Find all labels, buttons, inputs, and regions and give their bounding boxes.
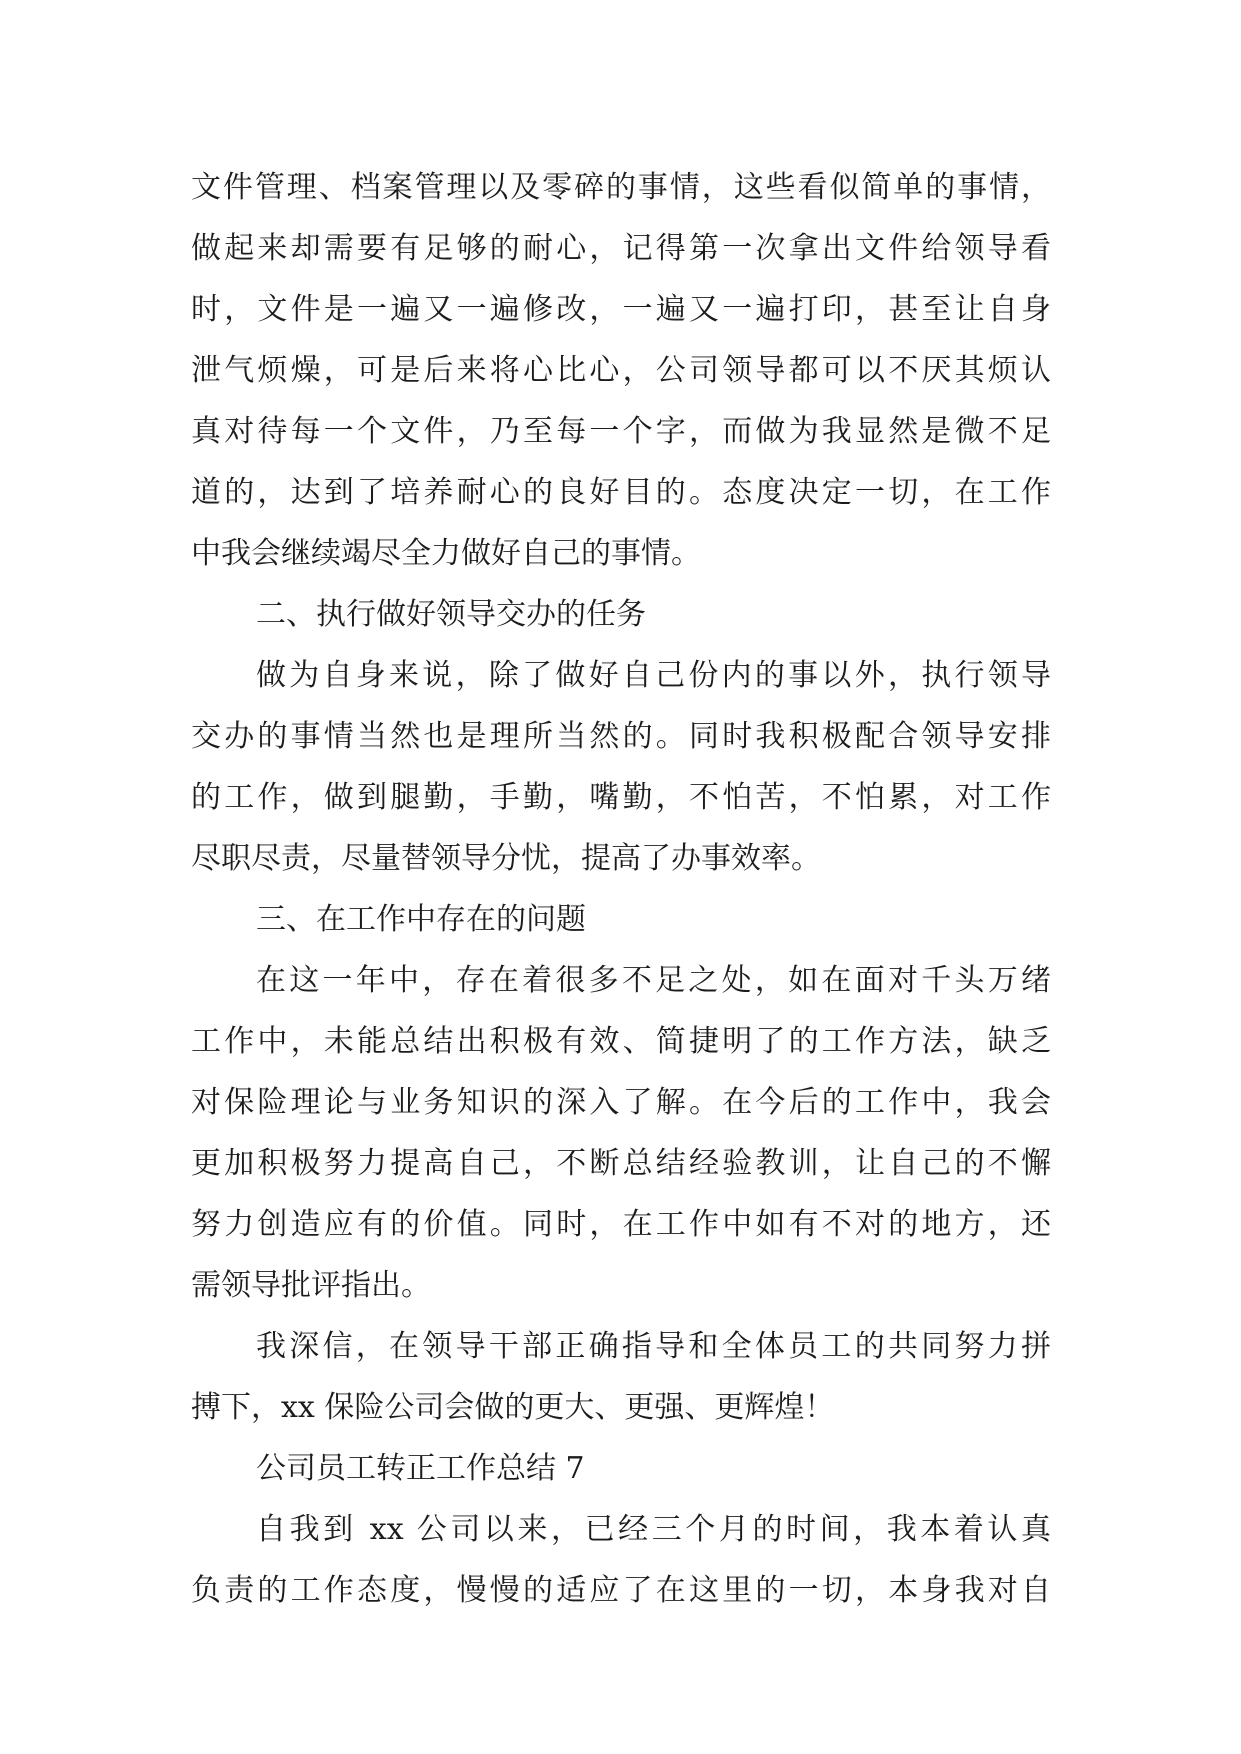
body-text-line: 道的，达到了培养耐心的良好目的。态度决定一切，在工作 <box>191 475 1051 510</box>
body-text-line: 中我会继续竭尽全力做好自己的事情。 <box>191 536 701 571</box>
body-text-line: 文件管理、档案管理以及零碎的事情，这些看似简单的事情， <box>191 170 1051 205</box>
body-text-line: 的工作，做到腿勤，手勤，嘴勤，不怕苦，不怕累，对工作 <box>191 780 1051 815</box>
body-text-line: 尽职尽责，尽量替领导分忧，提高了办事效率。 <box>191 841 821 876</box>
section-heading: 三、在工作中存在的问题 <box>256 902 586 937</box>
body-text-line: 做为自身来说，除了做好自己份内的事以外，执行领导 <box>256 658 1051 693</box>
body-text-line: 时，文件是一遍又一遍修改，一遍又一遍打印，甚至让自身 <box>191 292 1051 327</box>
body-text-line: 负责的工作态度，慢慢的适应了在这里的一切，本身我对自 <box>191 1573 1051 1608</box>
body-text-line: 泄气烦燥，可是后来将心比心，公司领导都可以不厌其烦认 <box>191 353 1051 388</box>
body-text-line: 需领导批评指出。 <box>191 1268 431 1303</box>
body-text-line: 交办的事情当然也是理所当然的。同时我积极配合领导安排 <box>191 719 1051 754</box>
body-text-line: 在这一年中，存在着很多不足之处，如在面对千头万绪 <box>256 963 1051 998</box>
body-text-line: 自我到 xx 公司以来，已经三个月的时间，我本着认真 <box>256 1512 1051 1547</box>
document-title: 公司员工转正工作总结 7 <box>256 1451 585 1486</box>
section-heading: 二、执行做好领导交办的任务 <box>256 597 646 632</box>
body-text-line: 对保险理论与业务知识的深入了解。在今后的工作中，我会 <box>191 1085 1051 1120</box>
body-text-line: 做起来却需要有足够的耐心，记得第一次拿出文件给领导看 <box>191 231 1051 266</box>
body-text-line: 工作中，未能总结出积极有效、简捷明了的工作方法，缺乏 <box>191 1024 1051 1059</box>
body-text-line: 真对待每一个文件，乃至每一个字，而做为我显然是微不足 <box>191 414 1051 449</box>
body-text-line: 努力创造应有的价值。同时，在工作中如有不对的地方，还 <box>191 1207 1051 1242</box>
body-text-line: 搏下，xx 保险公司会做的更大、更强、更辉煌！ <box>191 1390 835 1425</box>
body-text-line: 更加积极努力提高自己，不断总结经验教训，让自己的不懈 <box>191 1146 1051 1181</box>
body-text-line: 我深信，在领导干部正确指导和全体员工的共同努力拼 <box>256 1329 1051 1364</box>
